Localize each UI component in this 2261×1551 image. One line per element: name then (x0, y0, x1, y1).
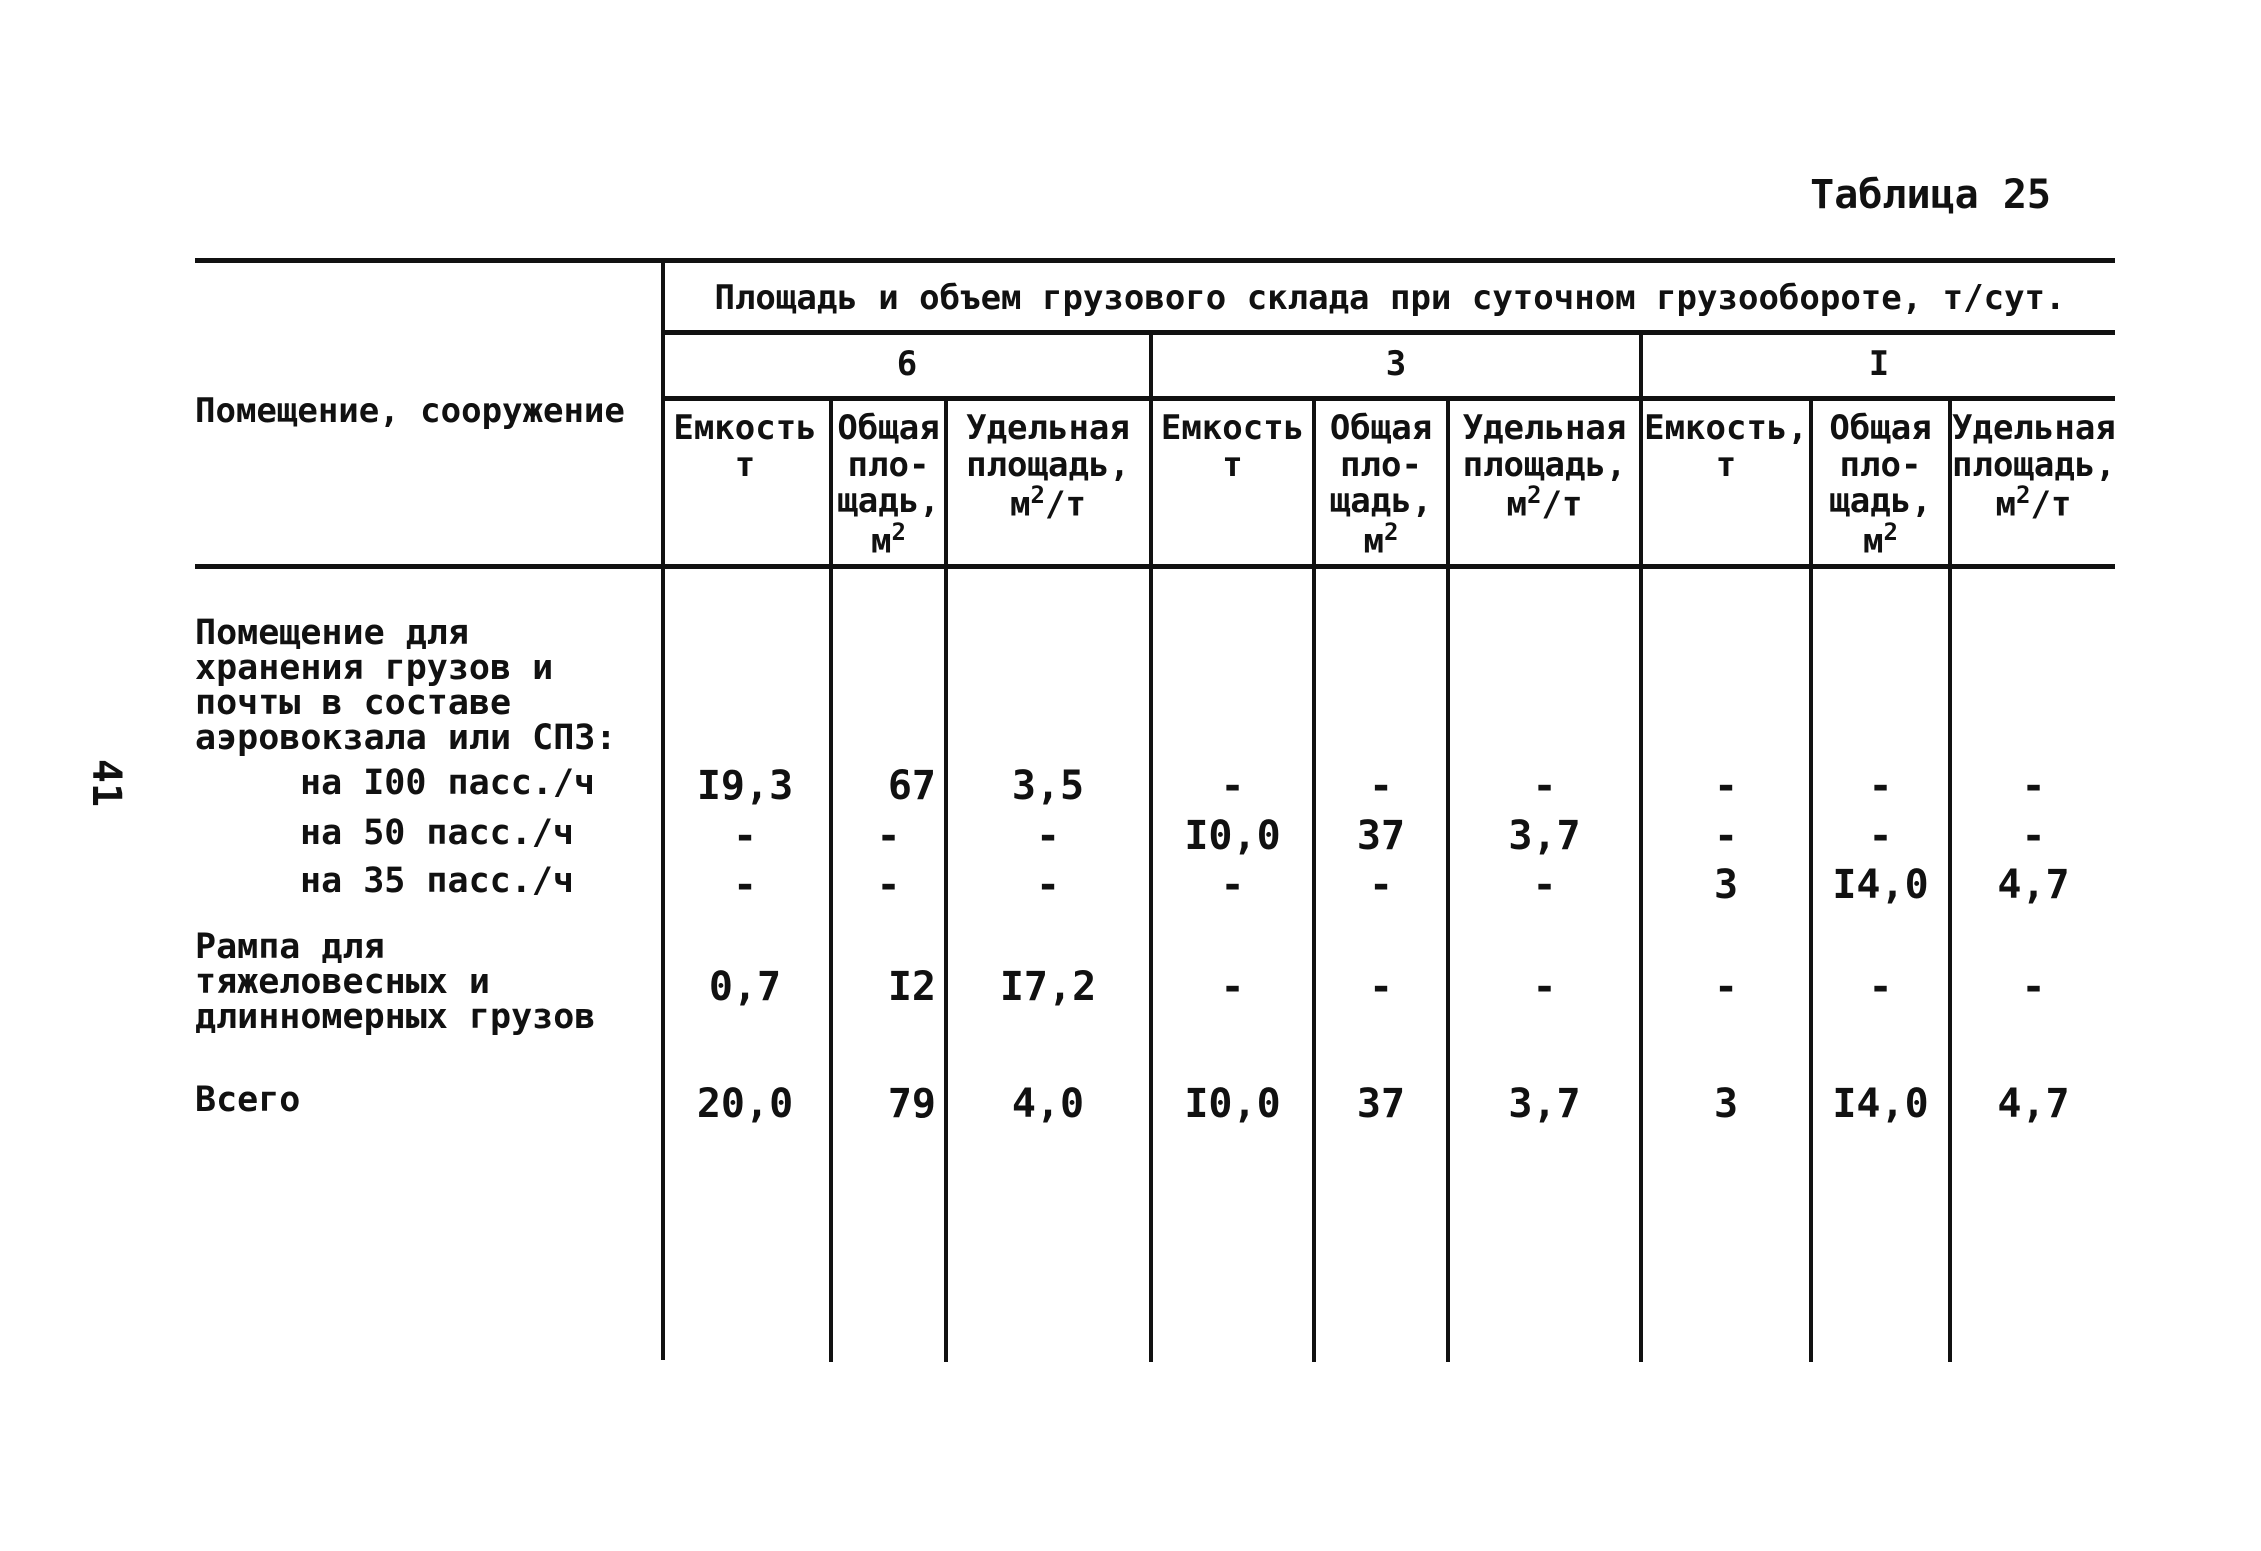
table-cell: 79 (887, 1081, 936, 1127)
table-cell: - (1035, 862, 1061, 908)
col-specific-area-g2: Удельная площадь, $м^2/т$ (1462, 408, 1627, 525)
table-cell: - (1868, 763, 1893, 809)
table-cell: 4,7 (1997, 862, 2070, 908)
table-cell: - (1713, 813, 1739, 859)
table-cell: 37 (1356, 813, 1406, 859)
table-cell: 4,0 (1011, 1081, 1085, 1127)
col-capacity-g2: Емкость т (1160, 408, 1305, 485)
table-cell: 0,7 (708, 964, 782, 1010)
table-cell: I0,0 (1184, 1081, 1281, 1127)
table-cell: - (2021, 964, 2046, 1010)
table-cell: 3 (1713, 1081, 1739, 1127)
group-number-rule (665, 396, 2115, 401)
col-specific-area-g3: Удельная площадь, $м^2/т$ (1952, 408, 2116, 525)
table-cell: 3,7 (1508, 1081, 1581, 1127)
table-cell: - (1220, 862, 1245, 908)
table-cell: I7,2 (999, 964, 1097, 1010)
table-cell: 3,7 (1508, 813, 1581, 859)
table-cell: 67 (887, 763, 936, 809)
table-cell: - (1868, 813, 1893, 859)
table-cell: - (732, 862, 758, 908)
table-cell: - (1868, 964, 1893, 1010)
table-cell: I2 (887, 964, 936, 1010)
top-rule (195, 258, 2115, 263)
group-6: 6 (896, 344, 918, 384)
group-title: Площадь и объем грузового склада при суточном грузообороте, т/сут. (714, 278, 2066, 318)
table-cell: - (1532, 763, 1557, 809)
row-label: Рампа для тяжеловесных и длинномерных грузов (195, 927, 596, 1037)
table-cell: - (1532, 964, 1557, 1010)
table-cell: - (876, 813, 901, 859)
header-bottom-rule (195, 564, 2115, 569)
table-cell: 37 (1356, 1081, 1406, 1127)
section-title: Помещение для хранения грузов и почты в составе аэровокзала или СПЗ: (195, 613, 617, 758)
table-cell: - (1368, 763, 1394, 809)
data-table (195, 258, 2115, 1368)
table-cell: - (1713, 763, 1739, 809)
group-title-rule (665, 330, 2115, 335)
table-cell: 3,5 (1011, 763, 1085, 809)
row-label-total: Всего (195, 1080, 301, 1120)
table-cell: - (1220, 964, 1245, 1010)
table-cell: - (2021, 763, 2046, 809)
table-caption: Таблица 25 (1810, 172, 2051, 218)
table-cell: 20,0 (696, 1081, 794, 1127)
row-label: на 35 пасс./ч (300, 861, 574, 901)
group-1: I (1868, 344, 1890, 384)
row-header-label: Помещение, сооружение (195, 391, 625, 431)
table-cell: - (1532, 862, 1557, 908)
table-cell: 3 (1713, 862, 1739, 908)
table-cell: - (1220, 763, 1245, 809)
table-cell: - (732, 813, 758, 859)
table-cell: I9,3 (696, 763, 794, 809)
col-capacity-g3: Емкость, т (1644, 408, 1808, 485)
col-capacity-g1: Емкость т (673, 408, 817, 485)
row-label: на I00 пасс./ч (300, 763, 596, 803)
table-cell: I4,0 (1832, 862, 1929, 908)
table-cell: - (1368, 964, 1394, 1010)
row-label: на 50 пасс./ч (300, 813, 574, 853)
table-cell: 4,7 (1997, 1081, 2070, 1127)
table-cell: - (1035, 813, 1061, 859)
table-cell: I0,0 (1184, 813, 1281, 859)
col-total-area-g1: Общая пло- щадь, $м^2$ (837, 408, 940, 562)
group-3: 3 (1385, 344, 1407, 384)
page-number: 41 (83, 758, 130, 808)
col-total-area-g3: Общая пло- щадь, $м^2$ (1829, 408, 1932, 562)
table-cell: - (876, 862, 901, 908)
col-total-area-g2: Общая пло- щадь, $м^2$ (1329, 408, 1433, 562)
table-cell: - (1713, 964, 1739, 1010)
table-cell: - (2021, 813, 2046, 859)
table-cell: I4,0 (1832, 1081, 1929, 1127)
col-specific-area-g1: Удельная площадь, $м^2/т$ (966, 408, 1130, 525)
table-cell: - (1368, 862, 1394, 908)
